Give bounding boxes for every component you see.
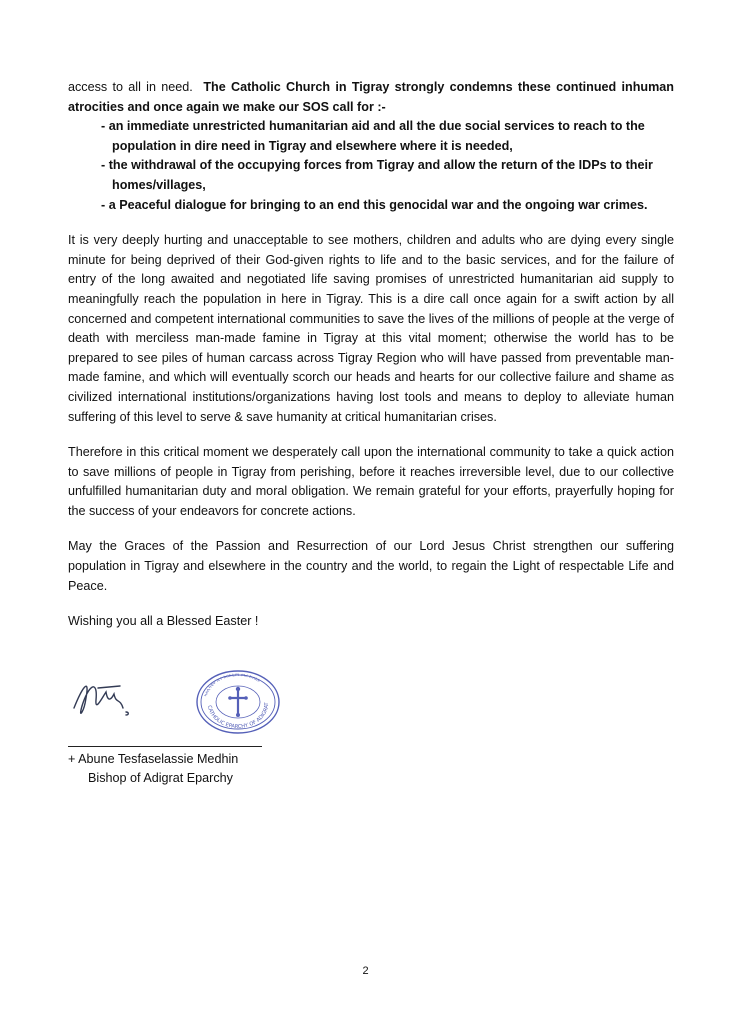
list-item: - a Peaceful dialogue for bringing to an end this genocidal war and the ongoing war crimes. <box>101 197 648 212</box>
signature-and-seal <box>68 668 288 738</box>
sos-demands-list <box>68 117 674 215</box>
closing-line: Wishing you all a Blessed Easter ! <box>68 614 259 629</box>
letter-body <box>68 78 674 632</box>
paragraph-1-lead: access to all in need. <box>68 80 193 94</box>
list-item: - an immediate unrestricted humanitarian aid and all the due social services to reach to the population in dire need in Tigray and elsewhere where it is needed, <box>101 119 645 153</box>
signature-line <box>68 746 262 747</box>
page-number: 2 <box>362 965 369 977</box>
condemnation-statement: The Catholic Church in Tigray strongly condemns these continued inhuman atrocities and once again we make our SOS call for :- <box>68 80 675 114</box>
seal-stamp <box>194 668 282 736</box>
signer-name: + Abune Tesfaselassie Medhin <box>68 752 239 766</box>
paragraph-2: It is very deeply hurting and unacceptable to see mothers, children and adults who are dying every single minute for being deprived of their God-given rights to life and to the basic services, and for the failure of entry of the long awaited and negotiated life saving promises of unrestricted humanitarian aid supply to meaningfully reach the population in here in Tigray. This is a dire call once again for a swift action by all concerned and competent international communities to save the lives of the millions of people at the verge of death with merciless man-made famine in Tigray at this vital moment; otherwise the world has to be prepared to see piles of human carcass across Tigray Region who will have passed from preventable man-made famine, and which will eventually scorch our heads and hearts for our collective failure and shame as civilized international institutions/organizations having lost tools and means to deploy to alleviate human suffering of this level to serve & save humanity at critical humanitarian crises. <box>68 233 674 424</box>
paragraph-1 <box>68 78 674 117</box>
paragraph-4: May the Graces of the Passion and Resurrection of our Lord Jesus Christ strengthen our suffering population in Tigray and elsewhere in the country and the world, to regain the Light of respectable Life and Peace. <box>68 539 674 593</box>
list-item: - the withdrawal of the occupying forces from Tigray and allow the return of the IDPs to their homes/villages, <box>101 158 653 192</box>
signer-title: Bishop of Adigrat Eparchy <box>88 771 233 785</box>
paragraph-3: Therefore in this critical moment we desperately call upon the international community to take a quick action to save millions of people in Tigray from perishing, before it reaches irreversible level, due to our collective unfulfilled humanitarian duty and moral obligation. We remain grateful for your efforts, prayerfully hoping for the success of your endeavors for concrete actions. <box>68 445 674 518</box>
svg-text:CATHOLIC EPARCHY OF ADIGRAT: CATHOLIC EPARCHY OF ADIGRAT <box>206 702 271 731</box>
svg-text:ካቶሊካዊት ቤተ ክርስቲያን ሀገረ ስብከት: ካቶሊካዊት ቤተ ክርስቲያን ሀገረ ስብከት <box>203 672 261 698</box>
signer-block <box>68 750 238 788</box>
